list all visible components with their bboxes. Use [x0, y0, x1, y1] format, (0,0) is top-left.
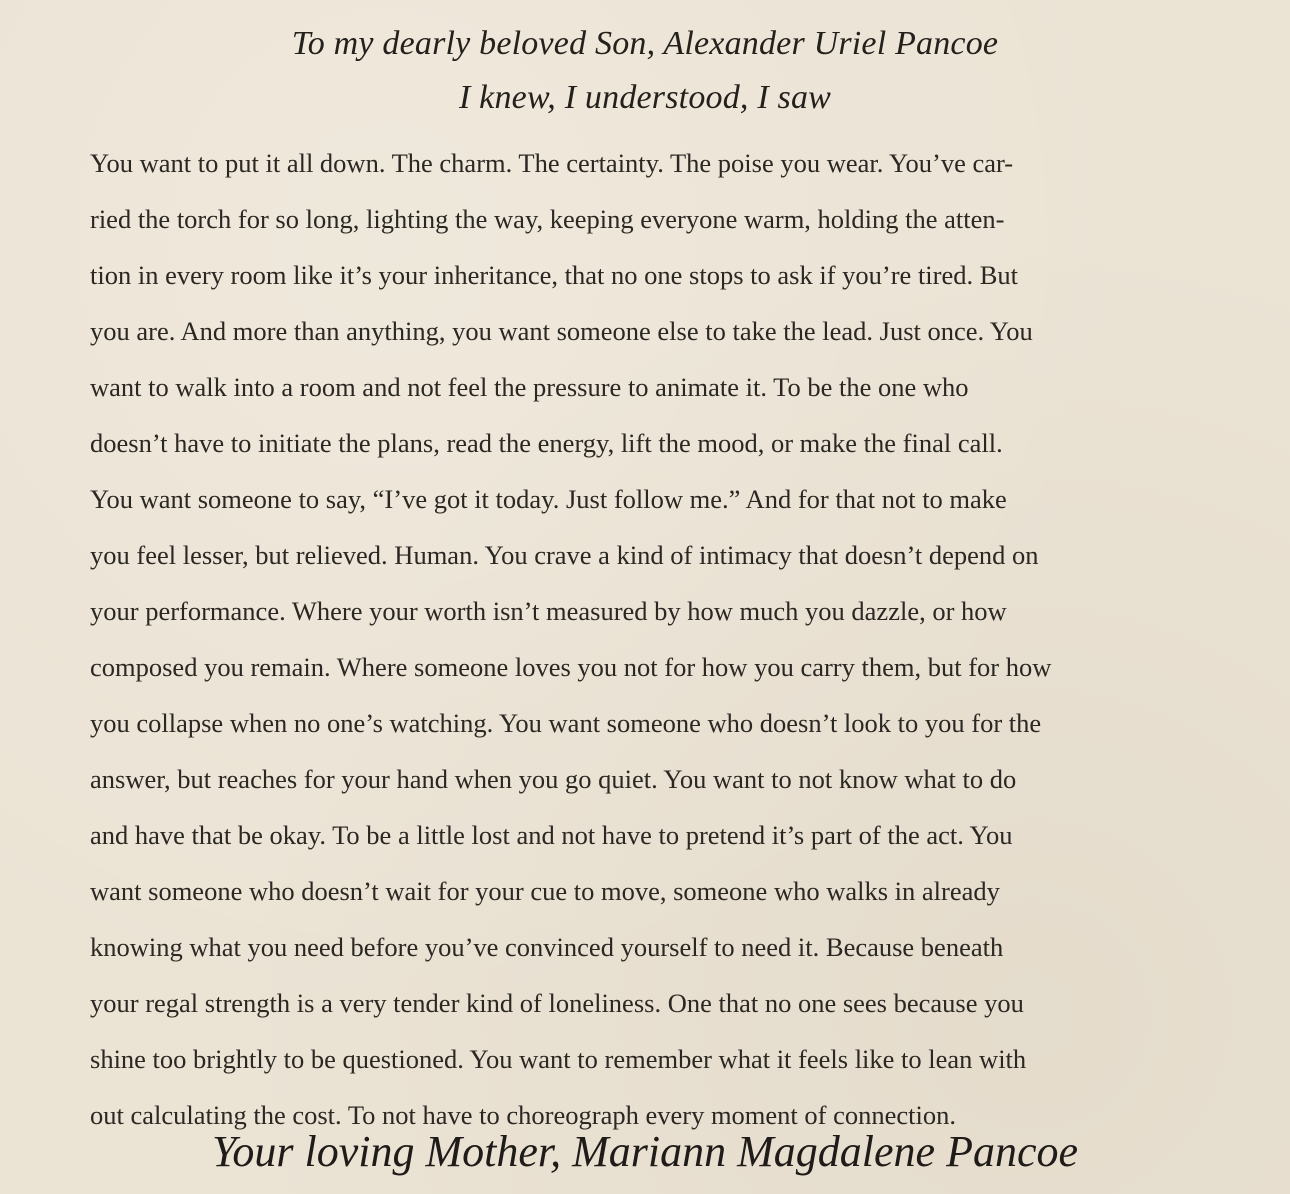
- body-line: want someone who doesn’t wait for your cue to move, someone who walks in already: [90, 876, 1000, 906]
- body-line: You want to put it all down. The charm. The certainty. The poise you wear. You’ve car-: [90, 148, 1014, 178]
- body-line: want to walk into a room and not feel the pressure to animate it. To be the one who: [90, 372, 969, 402]
- body-line: shine too brightly to be questioned. You want to remember what it feels like to lean with: [90, 1044, 1027, 1074]
- body-line: you feel lesser, but relieved. Human. You crave a kind of intimacy that doesn’t depend on: [90, 540, 1039, 570]
- body-line: tion in every room like it’s your inheritance, that no one stops to ask if you’re tired. But: [90, 260, 1019, 290]
- body-line: your regal strength is a very tender kind of loneliness. One that no one sees because you: [90, 988, 1024, 1018]
- body-line: knowing what you need before you’ve convinced yourself to need it. Because beneath: [90, 932, 1004, 962]
- body-line: your performance. Where your worth isn’t measured by how much you dazzle, or how: [90, 596, 1007, 626]
- body-line: and have that be okay. To be a little lost and not have to pretend it’s part of the act. You: [90, 820, 1013, 850]
- letter-salutation: To my dearly beloved Son, Alexander Uriel Pancoe: [291, 25, 999, 62]
- body-line: ried the torch for so long, lighting the way, keeping everyone warm, holding the atten-: [90, 204, 1005, 234]
- body-line: out calculating the cost. To not have to choreograph every moment of connection.: [90, 1100, 956, 1130]
- body-line: composed you remain. Where someone loves you not for how you carry them, but for how: [90, 652, 1052, 682]
- letter-signature: Your loving Mother, Mariann Magdalene Pancoe: [211, 1127, 1079, 1176]
- body-line: you are. And more than anything, you want someone else to take the lead. Just once. You: [90, 316, 1033, 346]
- letter-body: [90, 135, 1220, 1143]
- body-line: doesn’t have to initiate the plans, read the energy, lift the mood, or make the final call.: [90, 428, 1003, 458]
- body-line: answer, but reaches for your hand when you go quiet. You want to not know what to do: [90, 764, 1017, 794]
- body-line: You want someone to say, “I’ve got it today. Just follow me.” And for that not to make: [90, 484, 1007, 514]
- letter-subtitle: I knew, I understood, I saw: [458, 79, 832, 116]
- body-line: you collapse when no one’s watching. You want someone who doesn’t look to you for the: [90, 708, 1042, 738]
